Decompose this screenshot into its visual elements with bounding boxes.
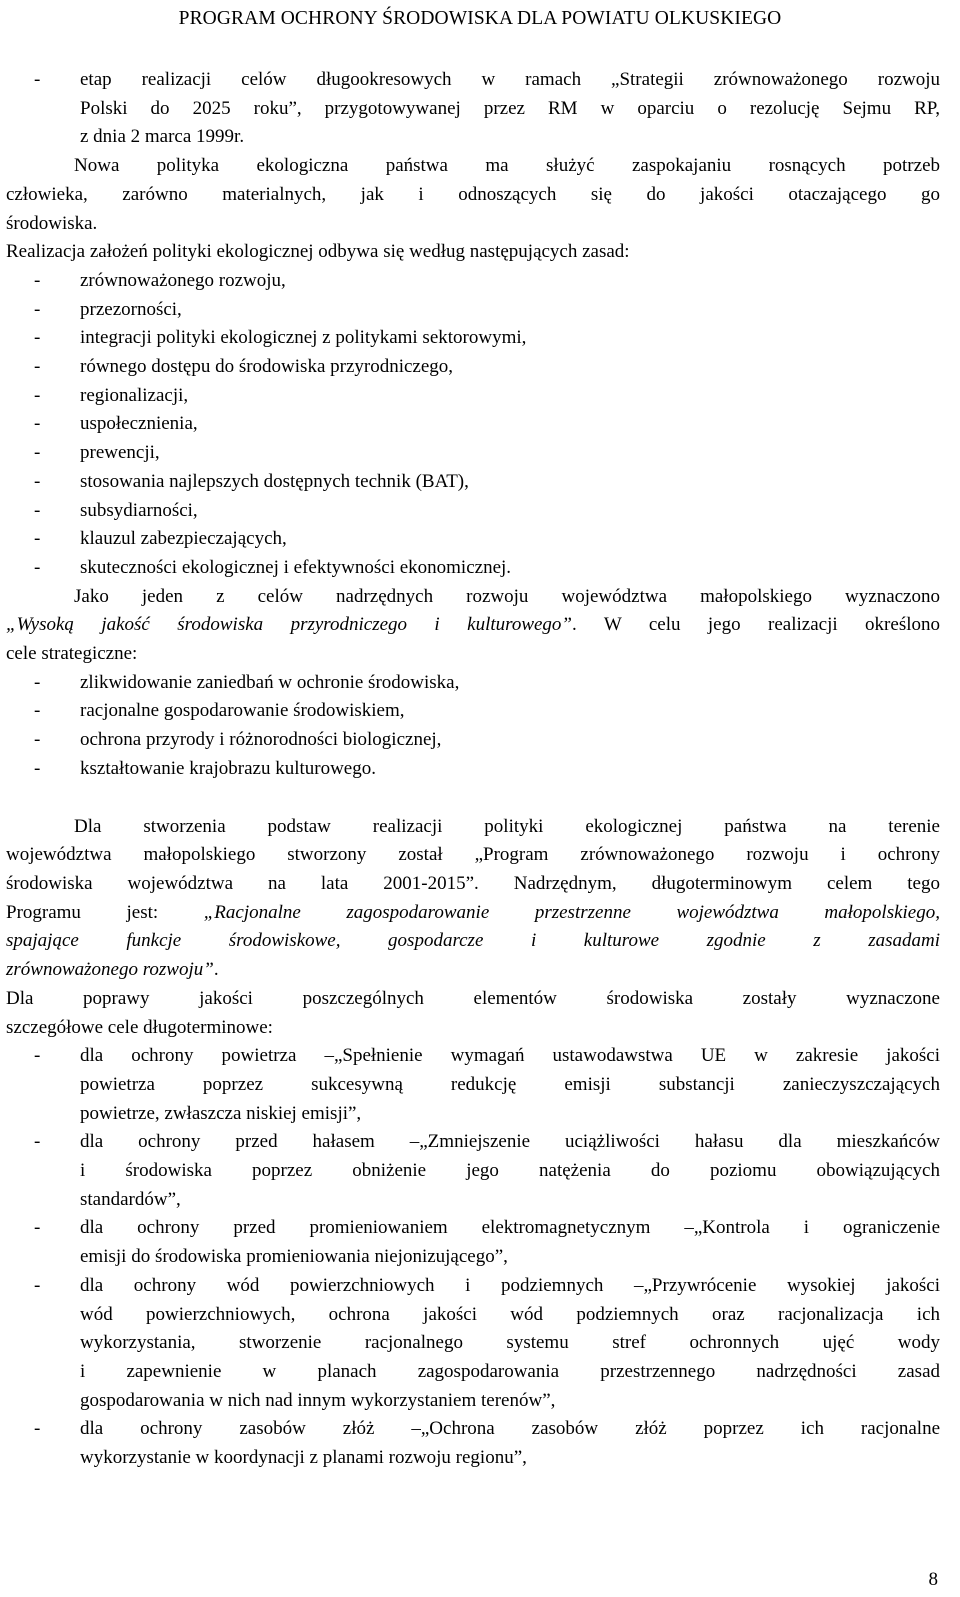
list-item: - kształtowanie krajobrazu kulturowego. xyxy=(6,755,940,784)
text-line: człowieka, zarówno materialnych, jak i odnoszących się do jakości otaczającego go xyxy=(6,183,940,205)
text-line: środowiska województwa na lata 2001-2015”. Nadrzędnym, długoterminowym celem tego xyxy=(6,872,940,894)
list-item: - klauzul zabezpieczających, xyxy=(6,525,940,554)
text-line: Programu jest: „Racjonalne zagospodarowanie przestrzenne województwa małopolskiego, xyxy=(6,901,940,923)
dash-marker: - xyxy=(34,1045,41,1067)
text-line xyxy=(6,927,940,956)
text-line: Polski do 2025 roku”, przygotowywanej przez RM w oparciu o rezolucję Sejmu RP, xyxy=(80,97,940,119)
detailed-goals-list xyxy=(6,1042,940,1473)
dash-marker: - xyxy=(34,298,41,320)
list-item: - przezorności, xyxy=(6,296,940,325)
text-line: Nowa polityka ekologiczna państwa ma służyć zaspokajaniu rosnących potrzeb xyxy=(74,155,940,177)
dash-marker: - xyxy=(34,528,41,550)
list-item: - dla ochrony wód powierzchniowych i podziemnych –„Przywrócenie wysokiej jakości wód powierzchniowych, ochrona jakości wód podziemnych oraz racjonalizacja ich wykorzystania, stworzenie racjonalnego systemu stref ochronnych ujęć wody i zapewnienie w planach zagospodarowania przestrzennego nadrzędności zasad gospodarowania w nich nad innym wykorzystaniem terenów”, xyxy=(6,1272,940,1416)
dash-marker: - xyxy=(34,413,41,435)
dash-marker: - xyxy=(34,729,41,751)
list-item: - skuteczności ekologicznej i efektywności ekonomicznej. xyxy=(6,554,940,583)
page-number: 8 xyxy=(928,1569,938,1590)
text-line: Dla poprawy jakości poszczególnych elementów środowiska zostały wyznaczone xyxy=(6,987,940,1009)
dash-marker: - xyxy=(34,1131,41,1153)
dash-marker: - xyxy=(34,442,41,464)
list-item: - regionalizacji, xyxy=(6,382,940,411)
text-line: Dla stworzenia podstaw realizacji polityki ekologicznej państwa na terenie xyxy=(74,815,940,837)
list-item: - integracji polityki ekologicznej z politykami sektorowymi, xyxy=(6,324,940,353)
list-item: - dla ochrony powietrza –„Spełnienie wymagań ustawodawstwa UE w zakresie jakości powietrza poprzez sukcesywną redukcję emisji substancji zanieczyszczających powietrze, zwłaszcza niskiej emisji”, xyxy=(6,1042,940,1128)
dash-marker: - xyxy=(34,269,41,291)
text-line: cele strategiczne: xyxy=(6,643,138,665)
list-item: - subsydiarności, xyxy=(6,497,940,526)
list-item: - stosowania najlepszych dostępnych technik (BAT), xyxy=(6,468,940,497)
dash-marker: - xyxy=(34,1217,41,1239)
text-line: z dnia 2 marca 1999r. xyxy=(80,126,245,148)
paragraph xyxy=(6,152,940,238)
dash-marker: - xyxy=(34,700,41,722)
italic-quote: zrównoważonego rozwoju” xyxy=(6,959,214,981)
italic-quote: spajające funkcje środowiskowe, gospodarcze i kulturowe zgodnie z zasadami xyxy=(6,930,940,952)
text-line: środowiska. xyxy=(6,212,98,234)
list-item: - uspołecznienia, xyxy=(6,410,940,439)
italic-quote: „Wysoką jakość środowiska przyrodniczego i kulturowego” xyxy=(6,614,572,636)
dash-marker: - xyxy=(34,356,41,378)
text-line: etap realizacji celów długookresowych w ramach „Strategii zrównoważonego rozwoju xyxy=(80,69,940,90)
dash-marker: - xyxy=(34,327,41,349)
strategic-goals-list xyxy=(6,669,940,784)
paragraph xyxy=(6,583,940,669)
text-line: województwa małopolskiego stworzony został „Program zrównoważonego rozwoju i ochrony xyxy=(6,844,940,866)
list-item: - zlikwidowanie zaniedbań w ochronie środowiska, xyxy=(6,669,940,698)
list-item: - równego dostępu do środowiska przyrodniczego, xyxy=(6,353,940,382)
dash-marker: - xyxy=(34,556,41,578)
list-item: - racjonalne gospodarowanie środowiskiem, xyxy=(6,697,940,726)
principles-list xyxy=(6,267,940,583)
text-line: Jako jeden z celów nadrzędnych rozwoju województwa małopolskiego wyznaczono xyxy=(74,585,940,607)
paragraph xyxy=(6,985,940,1042)
text-line: zrównoważonego rozwoju”. xyxy=(6,959,219,981)
dash-marker: - xyxy=(34,1274,41,1296)
list-item xyxy=(6,66,940,152)
dash-marker: - xyxy=(34,1418,41,1440)
text-line: „Wysoką jakość środowiska przyrodniczego i kulturowego”. W celu jego realizacji określono xyxy=(6,614,940,636)
text-line: szczegółowe cele długoterminowe: xyxy=(6,1016,273,1038)
principles-intro: Realizacja założeń polityki ekologicznej odbywa się według następujących zasad: xyxy=(6,241,630,263)
spacer xyxy=(6,784,940,813)
document-body xyxy=(6,66,940,1473)
list-item: - prewencji, xyxy=(6,439,940,468)
dash-marker: - xyxy=(34,69,41,90)
list-item: - zrównoważonego rozwoju, xyxy=(6,267,940,296)
dash-marker: - xyxy=(34,671,41,693)
italic-quote: „Racjonalne zagospodarowanie przestrzenne województwa małopolskiego, xyxy=(203,901,940,923)
list-item: - dla ochrony przed promieniowaniem elektromagnetycznym –„Kontrola i ograniczenie emisji do środowiska promieniowania niejonizującego”, xyxy=(6,1214,940,1271)
dash-marker: - xyxy=(34,757,41,779)
dash-marker: - xyxy=(34,470,41,492)
running-header xyxy=(0,0,960,40)
list-item: - ochrona przyrody i różnorodności biologicznej, xyxy=(6,726,940,755)
list-item: - dla ochrony zasobów złóż –„Ochrona zasobów złóż poprzez ich racjonalne wykorzystanie w koordynacji z planami rozwoju regionu”, xyxy=(6,1415,940,1472)
dash-marker: - xyxy=(34,499,41,521)
header-title: PROGRAM OCHRONY ŚRODOWISKA DLA POWIATU OLKUSKIEGO xyxy=(178,8,782,29)
list-item: - dla ochrony przed hałasem –„Zmniejszenie uciążliwości hałasu dla mieszkańców i środowiska poprzez obniżenie jego natężenia do poziomu obowiązujących standardów”, xyxy=(6,1128,940,1214)
dash-marker: - xyxy=(34,384,41,406)
paragraph xyxy=(6,813,940,985)
